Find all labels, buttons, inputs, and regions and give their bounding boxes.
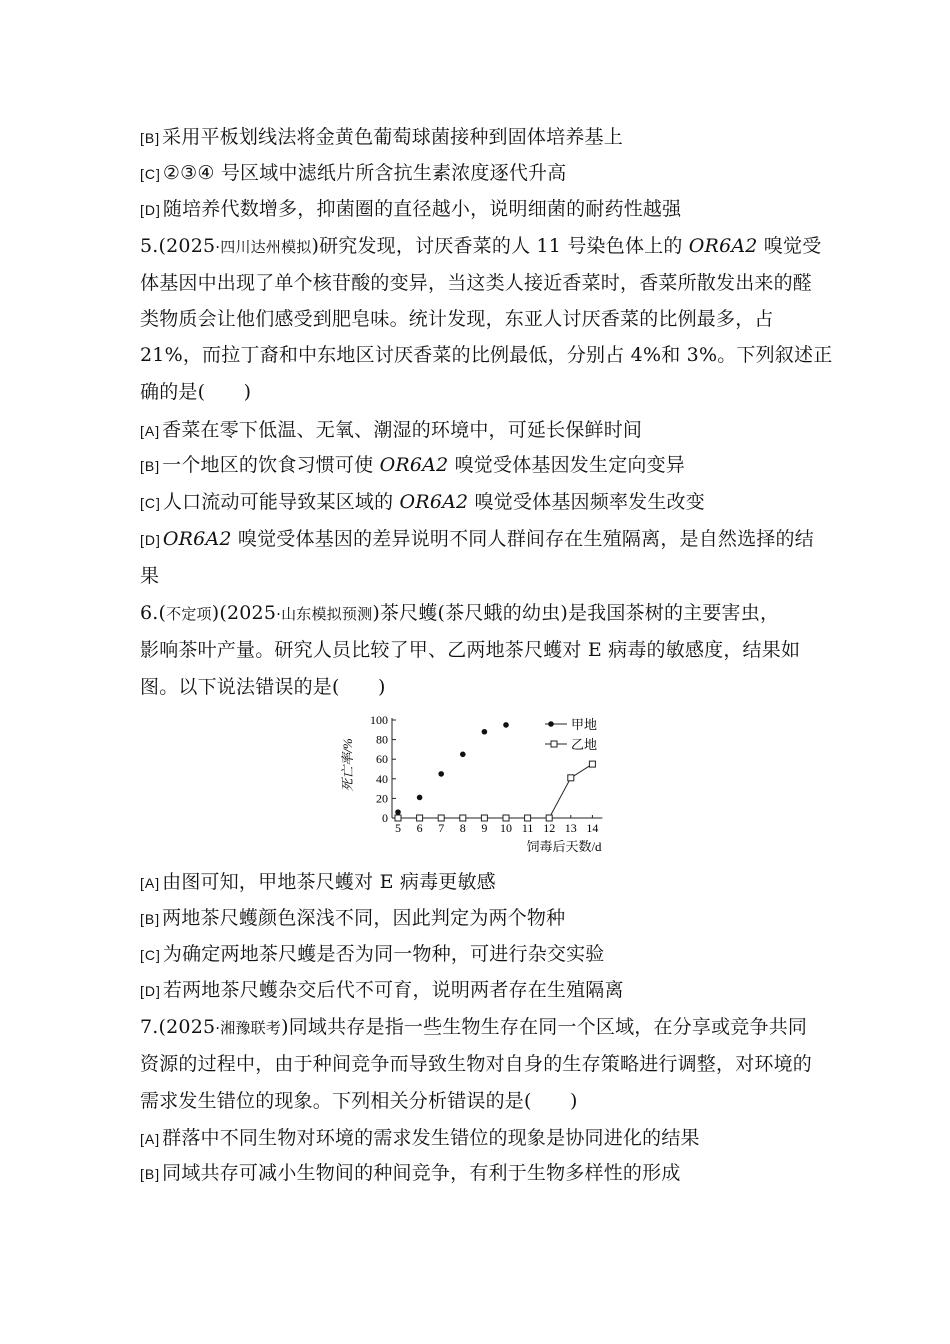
option-text: 香菜在零下低温、无氧、潮湿的环境中，可延长保鲜时间 <box>162 419 643 441</box>
data-point <box>546 815 552 821</box>
gene-name: OR6A2 <box>399 491 469 513</box>
q5-option-d <box>140 527 812 552</box>
q7-stem-line-3: 需求发生错位的现象。下列相关分析错误的是( ) <box>140 1090 578 1112</box>
option-tag: [A] <box>140 875 161 891</box>
x-tick-label: 11 <box>521 821 534 835</box>
q7-option-b <box>140 1161 812 1186</box>
question-source: ·四川达州模拟 <box>215 238 312 256</box>
legend-marker <box>548 721 554 727</box>
q5-stem-line-1 <box>140 234 822 259</box>
y-tick-label: 100 <box>370 713 388 727</box>
option-text: 嗅觉受体基因频率发生改变 <box>468 491 705 513</box>
data-point <box>395 809 401 815</box>
data-point <box>503 815 509 821</box>
x-tick-label: 12 <box>543 821 556 835</box>
q6-option-b <box>140 906 812 931</box>
x-tick-label: 5 <box>395 821 401 835</box>
legend-label: 乙地 <box>571 737 598 752</box>
data-point <box>438 771 444 777</box>
q4-option-d <box>140 197 812 222</box>
q5-stem-line-3: 类物质会让他们感受到肥皂味。统计发现，东亚人讨厌香菜的比例最多，占 <box>140 308 774 330</box>
data-point <box>482 729 488 735</box>
option-text: 为确定两地茶尺蠖是否为同一物种，可进行杂交实验 <box>162 943 605 965</box>
q5-option-d-line-2: 果 <box>140 565 160 587</box>
data-point <box>395 815 401 821</box>
data-point <box>417 795 423 801</box>
chart-axes <box>392 718 602 818</box>
option-text: 采用平板划线法将金黄色葡萄球菌接种到固体培养基上 <box>162 126 623 148</box>
option-tag: [D] <box>140 202 161 218</box>
y-tick-label: 40 <box>376 771 388 786</box>
option-text: 一个地区的饮食习惯可使 <box>162 454 380 476</box>
question-number: 6.( <box>140 602 167 624</box>
data-point <box>481 815 487 821</box>
question-number: 5.(2025 <box>140 235 216 257</box>
option-text: 随培养代数增多，抑菌圈的直径越小，说明细菌的耐药性越强 <box>162 198 682 220</box>
option-text: 两地茶尺蠖颜色深浅不同，因此判定为两个物种 <box>162 907 566 929</box>
data-point <box>438 815 444 821</box>
option-tag: [C] <box>140 947 161 963</box>
option-text: 若两地茶尺蠖杂交后代不可育，说明两者存在生殖隔离 <box>162 979 624 1001</box>
option-tag: [C] <box>140 495 161 511</box>
q6-stem-line-2: 影响茶叶产量。研究人员比较了甲、乙两地茶尺蠖对 E 病毒的敏感度，结果如 <box>140 639 801 661</box>
y-tick-label: 60 <box>376 752 388 767</box>
data-point <box>568 775 574 781</box>
q6-option-c <box>140 942 812 967</box>
option-tag: [B] <box>140 130 161 146</box>
gene-name: OR6A2 <box>379 454 449 476</box>
x-tick-label: 6 <box>416 821 423 835</box>
x-tick-label: 8 <box>459 821 466 835</box>
q5-option-a <box>140 418 812 443</box>
data-point <box>525 815 531 821</box>
y-tick-label: 80 <box>376 732 388 747</box>
option-text: 嗅觉受体基因的差异说明不同人群间存在生殖隔离，是自然选择的结 <box>231 528 814 550</box>
y-axis-label: 死亡率/% <box>340 738 355 792</box>
option-tag: [D] <box>140 532 161 548</box>
data-point <box>460 752 466 758</box>
x-tick-label: 9 <box>481 821 488 835</box>
q6-option-a <box>140 870 812 895</box>
stem-text: )茶尺蠖(茶尺蛾的幼虫)是我国茶树的主要害虫， <box>372 602 780 624</box>
gene-name: OR6A2 <box>688 235 758 257</box>
q7-stem-line-2: 资源的过程中，由于种间竞争而导致生物对自身的生存策略进行调整，对环境的 <box>140 1053 813 1075</box>
data-point <box>589 761 595 767</box>
stem-text: )(2025 <box>211 602 277 624</box>
x-tick-label: 14 <box>586 821 599 835</box>
q6-option-d <box>140 978 812 1003</box>
y-tick-label: 20 <box>376 791 388 806</box>
q7-option-a <box>140 1126 812 1151</box>
question-source: ·湘豫联考 <box>215 1019 282 1037</box>
x-axis-label: 饲毒后天数/d <box>526 839 602 854</box>
q4-option-b <box>140 125 812 150</box>
series-yi <box>395 761 595 821</box>
option-tag: [A] <box>140 1131 161 1147</box>
legend-marker <box>551 741 557 747</box>
data-point <box>460 815 466 821</box>
option-text: ②③④ 号区域中滤纸片所含抗生素浓度逐代升高 <box>162 162 567 184</box>
x-tick-label: 7 <box>438 821 445 835</box>
y-tick-label: 0 <box>382 811 388 825</box>
legend-label: 甲地 <box>571 717 598 732</box>
option-tag: [A] <box>140 423 161 439</box>
question-source: ·山东模拟预测 <box>276 605 373 623</box>
gene-name: OR6A2 <box>162 528 232 550</box>
option-text: 同域共存可减小生物间的种间竞争，有利于生物多样性的形成 <box>162 1162 681 1184</box>
mortality-chart <box>330 705 630 865</box>
q7-stem-line-1 <box>140 1015 812 1040</box>
q5-stem-line-4: 21%，而拉丁裔和中东地区讨厌香菜的比例最低，分别占 4%和 3%。下列叙述正 <box>140 344 833 366</box>
option-text: 群落中不同生物对环境的需求发生错位的现象是协同进化的结果 <box>162 1127 700 1149</box>
q6-stem-line-1 <box>140 601 812 626</box>
series-line <box>398 764 592 818</box>
question-type: 不定项 <box>166 605 212 623</box>
chart-legend <box>545 717 597 752</box>
option-text: 由图可知，甲地茶尺蠖对 E 病毒更敏感 <box>162 871 496 893</box>
option-tag: [C] <box>140 166 161 182</box>
x-tick-label: 10 <box>500 821 512 835</box>
option-text: 嗅觉受体基因发生定向变异 <box>448 454 685 476</box>
option-tag: [B] <box>140 458 161 474</box>
series-jia <box>395 722 509 815</box>
option-tag: [B] <box>140 1166 161 1182</box>
stem-text: )研究发现，讨厌香菜的人 11 号染色体上的 <box>311 235 689 257</box>
q5-option-b <box>140 453 812 478</box>
q5-option-c <box>140 490 812 515</box>
q4-option-c <box>140 161 812 186</box>
data-point <box>417 815 423 821</box>
q5-stem-line-2: 体基因中出现了单个核苷酸的变异，当这类人接近香菜时，香菜所散发出来的醛 <box>140 272 813 294</box>
data-point <box>503 722 509 728</box>
stem-text: )同域共存是指一些生物生存在同一个区域，在分享或竞争共同 <box>281 1016 808 1038</box>
question-number: 7.(2025 <box>140 1016 216 1038</box>
x-tick-label: 13 <box>564 821 577 835</box>
q5-stem-line-5: 确的是( ) <box>140 381 252 403</box>
option-text: 人口流动可能导致某区域的 <box>162 491 400 513</box>
option-tag: [B] <box>140 911 161 927</box>
stem-text: 嗅觉受 <box>757 235 822 257</box>
option-tag: [D] <box>140 983 161 999</box>
q6-stem-line-3: 图。以下说法错误的是( ) <box>140 676 386 698</box>
